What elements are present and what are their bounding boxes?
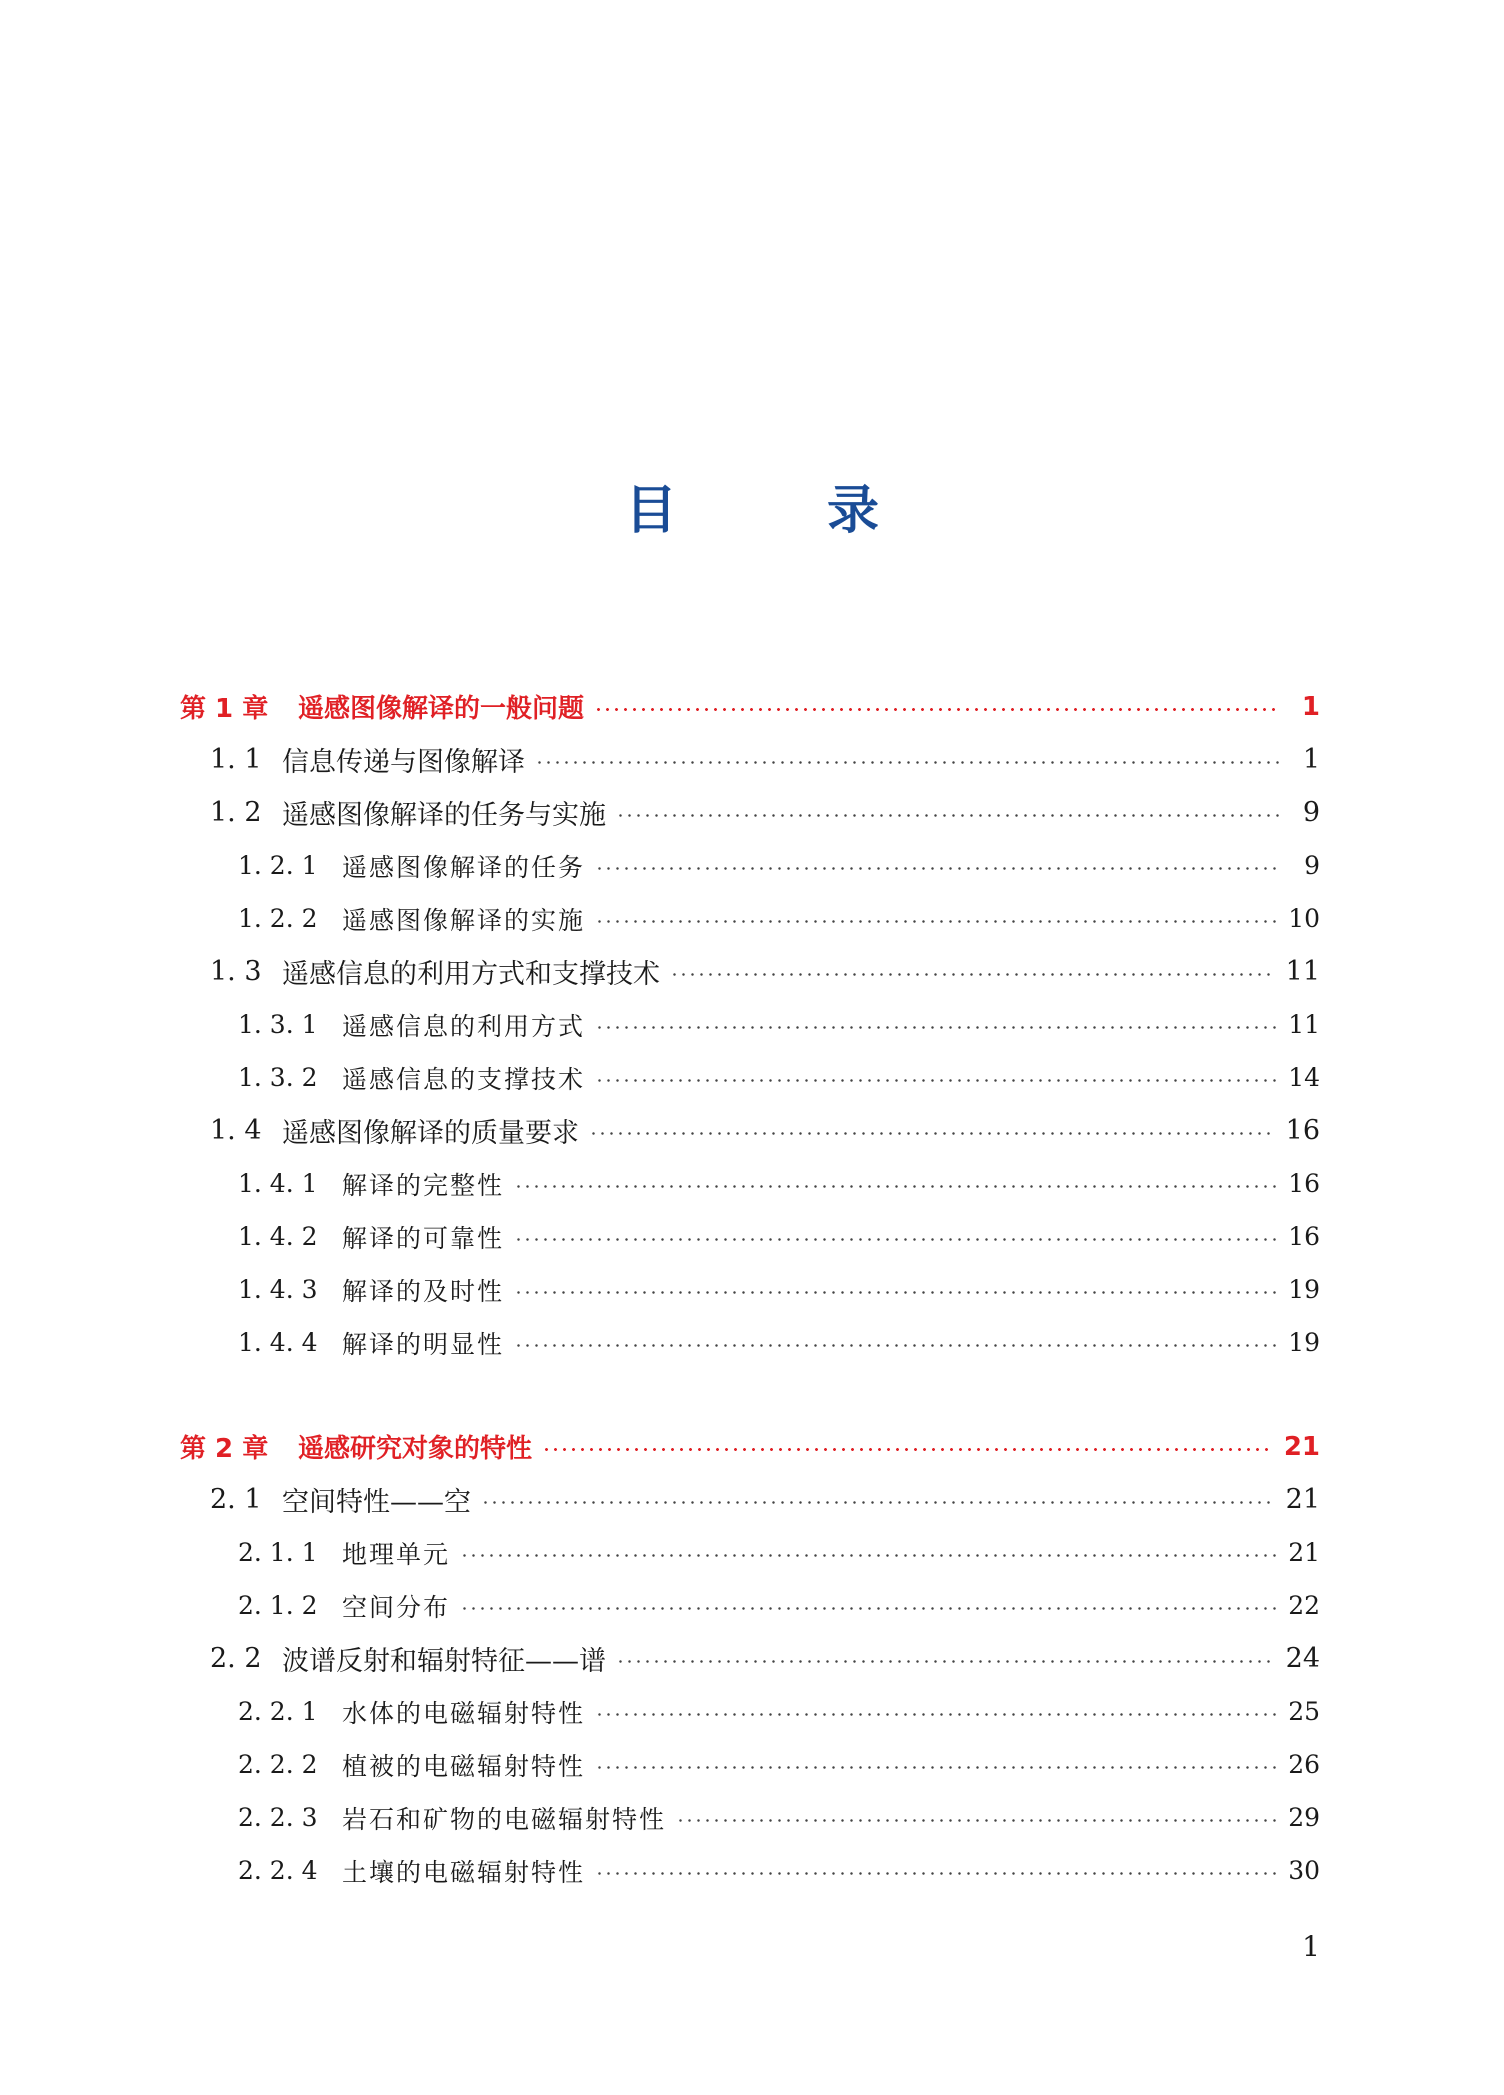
toc-entry-title: 遥感图像解译的质量要求 [282, 1118, 579, 1149]
toc-entry-page: 21 [1283, 1431, 1320, 1462]
toc-entry-page: 29 [1288, 1803, 1320, 1832]
toc-entry[interactable] [238, 1210, 1320, 1263]
toc-entry-title: 空间特性——空 [282, 1487, 471, 1518]
toc-entry-title: 土壤的电磁辐射特性 [342, 1857, 586, 1887]
toc-entry-title: 岩石和矿物的电磁辐射特性 [342, 1804, 667, 1834]
toc-entry[interactable] [210, 1632, 1320, 1685]
toc-leader-dots [514, 1291, 1278, 1294]
toc-entry-page: 10 [1288, 904, 1320, 933]
toc-entry-number: 1. 2. 1 [238, 851, 318, 880]
toc-entry[interactable] [210, 945, 1320, 998]
toc-entry[interactable] [238, 839, 1320, 892]
toc-entry-title: 遥感图像解译的任务与实施 [282, 800, 606, 831]
toc-leader-dots [481, 1501, 1276, 1504]
toc-entry-page: 19 [1288, 1328, 1320, 1357]
toc-entry[interactable] [238, 1051, 1320, 1104]
toc-entry-number: 2. 2. 4 [238, 1856, 318, 1885]
toc-entry[interactable] [210, 733, 1320, 786]
toc-entry-number: 1. 3. 1 [238, 1010, 318, 1039]
toc-chapter-entry[interactable] [180, 680, 1320, 733]
toc-entry-page: 11 [1285, 956, 1320, 987]
toc-entry[interactable] [238, 1157, 1320, 1210]
toc-leader-dots [595, 1872, 1278, 1875]
toc-entry-number: 1. 2 [210, 797, 262, 828]
toc-entry-page: 1 [1301, 691, 1320, 722]
toc-leader-dots [542, 1448, 1274, 1451]
toc-title-right: 录 [827, 480, 880, 541]
toc-leader-dots [616, 1660, 1276, 1663]
toc-entry-page: 16 [1285, 1115, 1320, 1146]
toc-entry-number: 2. 1. 2 [238, 1591, 318, 1620]
toc-entry-title: 植被的电磁辐射特性 [342, 1751, 586, 1781]
toc-entry-number: 1. 4 [210, 1115, 262, 1146]
toc-leader-dots [594, 708, 1280, 711]
toc-entry-title: 解译的可靠性 [342, 1223, 505, 1253]
toc-leader-dots [595, 1079, 1278, 1082]
toc-entry-page: 30 [1288, 1856, 1320, 1885]
toc-leader-dots [535, 761, 1280, 764]
toc-entry-page: 25 [1288, 1697, 1320, 1726]
toc-entry-page: 9 [1302, 797, 1320, 828]
toc-entry-number: 2. 2 [210, 1643, 262, 1674]
toc-entry[interactable] [238, 1526, 1320, 1579]
toc-entry-number: 2. 2. 3 [238, 1803, 318, 1832]
toc-chapter-entry[interactable] [180, 1420, 1320, 1473]
toc-entry-page: 14 [1288, 1063, 1320, 1092]
toc-entry-title: 解译的及时性 [342, 1276, 505, 1306]
toc-entry[interactable] [210, 1104, 1320, 1157]
toc-entry-number: 1. 4. 3 [238, 1275, 318, 1304]
toc-entry[interactable] [238, 1263, 1320, 1316]
toc-entry[interactable] [210, 1473, 1320, 1526]
toc-entry-number: 1. 4. 2 [238, 1222, 318, 1251]
toc-entry-page: 21 [1288, 1538, 1320, 1567]
toc-entry-number: 第 2 章 [180, 1434, 269, 1464]
toc-entry-title: 空间分布 [342, 1592, 451, 1622]
toc-entry-page: 21 [1285, 1484, 1320, 1515]
toc-entry-title: 遥感信息的利用方式和支撑技术 [282, 959, 660, 990]
toc-entry-number: 1. 4. 4 [238, 1328, 318, 1357]
toc-entry-title: 遥感研究对象的特性 [298, 1434, 533, 1464]
toc-leader-dots [595, 1766, 1278, 1769]
toc-leader-dots [595, 867, 1280, 870]
toc-entry[interactable] [238, 1685, 1320, 1738]
toc-entry-page: 16 [1288, 1222, 1320, 1251]
toc-entry-number: 1. 1 [210, 744, 262, 775]
toc-entry-title: 解译的明显性 [342, 1329, 505, 1359]
toc-leader-dots [595, 920, 1278, 923]
toc-entry-title: 解译的完整性 [342, 1170, 505, 1200]
toc-entry-page: 9 [1304, 851, 1320, 880]
toc-entry-title: 地理单元 [342, 1539, 451, 1569]
toc-leader-dots [676, 1819, 1278, 1822]
toc-entry-page: 1 [1302, 744, 1320, 775]
toc-leader-dots [595, 1713, 1278, 1716]
toc-entry-title: 遥感信息的利用方式 [342, 1011, 586, 1041]
toc-entry[interactable] [238, 1738, 1320, 1791]
toc-entry-number: 1. 4. 1 [238, 1169, 318, 1198]
toc-entry[interactable] [238, 892, 1320, 945]
toc-entry[interactable] [238, 1844, 1320, 1897]
toc-entry[interactable] [238, 1316, 1320, 1369]
toc-entry-title: 遥感图像解译的实施 [342, 905, 586, 935]
toc-entry-page: 26 [1288, 1750, 1320, 1779]
toc-leader-dots [460, 1554, 1278, 1557]
toc-leader-dots [670, 973, 1276, 976]
toc-entry-title: 水体的电磁辐射特性 [342, 1698, 586, 1728]
toc-entry-number: 2. 2. 2 [238, 1750, 318, 1779]
toc-entry-title: 波谱反射和辐射特征——谱 [282, 1646, 606, 1677]
toc-entry-title: 遥感图像解译的一般问题 [298, 694, 585, 724]
toc-leader-dots [460, 1607, 1278, 1610]
toc-entry-page: 24 [1285, 1643, 1320, 1674]
toc-title [0, 470, 1504, 540]
toc-leader-dots [514, 1238, 1278, 1241]
toc-entry-number: 2. 1. 1 [238, 1538, 318, 1567]
toc-entry-page: 19 [1288, 1275, 1320, 1304]
toc-entry-title: 遥感图像解译的任务 [342, 852, 586, 882]
page-number: 1 [1302, 1930, 1320, 1963]
toc-leader-dots [589, 1132, 1276, 1135]
toc-entry-title: 信息传递与图像解译 [282, 747, 525, 778]
toc-entry-page: 22 [1288, 1591, 1320, 1620]
toc-leader-dots [514, 1185, 1278, 1188]
toc-entry[interactable] [238, 1579, 1320, 1632]
toc-leader-dots [616, 814, 1280, 817]
toc-entry-page: 16 [1288, 1169, 1320, 1198]
toc-entry[interactable] [210, 786, 1320, 839]
toc-leader-dots [514, 1344, 1278, 1347]
toc-entry[interactable] [238, 1791, 1320, 1844]
toc-entry-number: 1. 3. 2 [238, 1063, 318, 1092]
toc-title-left: 目 [624, 480, 677, 541]
toc-entry[interactable] [238, 998, 1320, 1051]
toc-entry-number: 1. 3 [210, 956, 262, 987]
toc-entry-page: 11 [1288, 1010, 1320, 1039]
toc-entry-number: 1. 2. 2 [238, 904, 318, 933]
toc-entry-number: 2. 1 [210, 1484, 262, 1515]
toc-entry-number: 2. 2. 1 [238, 1697, 318, 1726]
toc-entry-number: 第 1 章 [180, 694, 269, 724]
toc-entry-title: 遥感信息的支撑技术 [342, 1064, 586, 1094]
toc-leader-dots [595, 1026, 1278, 1029]
